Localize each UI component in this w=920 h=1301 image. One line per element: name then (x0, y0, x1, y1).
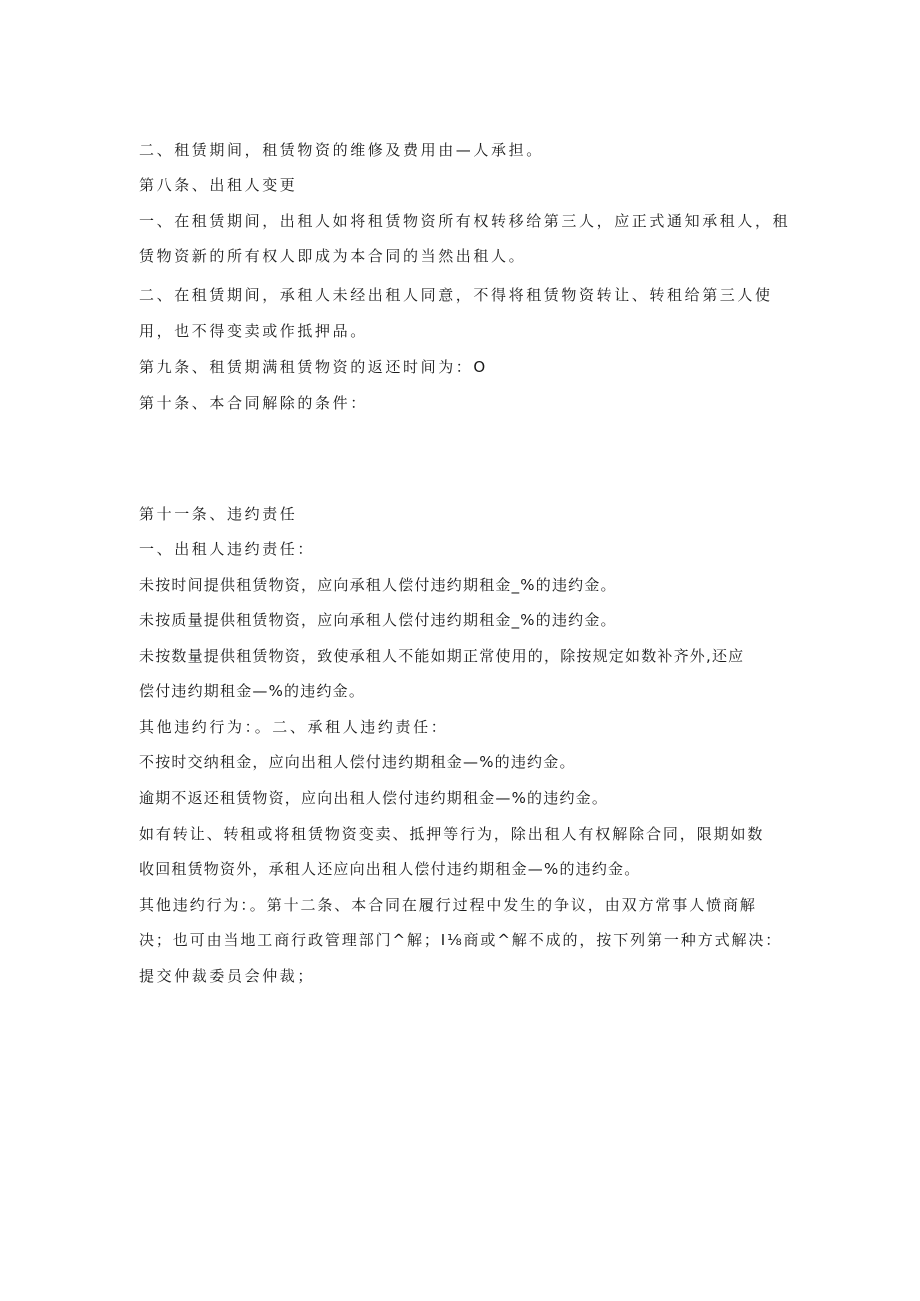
text-line-21: 决；也可由当地工商行政管理部门^解；I⅛商或^解不成的，按下列第一种方式解决： (139, 931, 783, 949)
article-11-heading: 第十一条、违约责任 (139, 505, 298, 523)
text-line-15: 其他违约行为：。二、承租人违约责任： (139, 718, 449, 736)
text-line-19: 收回租赁物资外，承租人还应向出租人偿付违约期租金—%的违约金。 (139, 860, 641, 878)
text-line-3: 一、在租赁期间，出租人如将租赁物资所有权转移给第三人，应正式通知承租人，租 (139, 212, 791, 230)
text-line-17: 逾期不返还租赁物资，应向出租人偿付违约期租金—%的违约金。 (139, 789, 609, 807)
text-line-22: 提交仲裁委员会仲裁； (139, 967, 316, 985)
text-line-20: 其他违约行为：。第十二条、本合同在履行过程中发生的争议，由双方常事人愤商解 (139, 896, 757, 914)
text-line-13: 未按数量提供租赁物资，致使承租人不能如期正常使用的，除按规定如数补齐外,还应 (139, 647, 745, 665)
article-8-heading: 第八条、出租人变更 (139, 176, 298, 194)
text-line-16: 不按时交纳租金，应向出租人偿付违约期租金—%的违约金。 (139, 753, 576, 771)
text-line-1: 二、租赁期间，租赁物资的维修及费用由—人承担。 (139, 141, 544, 159)
text-line-14: 偿付违约期租金—%的违约金。 (139, 682, 366, 700)
article-10-line: 第十条、本合同解除的条件： (139, 394, 368, 412)
text-line-18: 如有转让、转租或将租赁物资变卖、抵押等行为，除出租人有权解除合同，限期如数 (139, 825, 765, 843)
text-line-6: 用，也不得变卖或作抵押品。 (139, 322, 368, 340)
text-line-11: 未按时间提供租赁物资，应向承租人偿付违约期租金_%的违约金。 (139, 576, 617, 594)
text-line-5: 二、在租赁期间，承租人未经出租人同意，不得将租赁物资转让、转租给第三人使 (139, 286, 773, 304)
text-line-10: 一、出租人违约责任： (139, 540, 316, 558)
text-line-4: 赁物资新的所有权人即成为本合同的当然出租人。 (139, 247, 527, 265)
text-line-12: 未按质量提供租赁物资，应向承租人偿付违约期租金_%的违约金。 (139, 611, 617, 629)
article-9-line: 第九条、租赁期满租赁物资的返还时间为：O (139, 358, 488, 376)
